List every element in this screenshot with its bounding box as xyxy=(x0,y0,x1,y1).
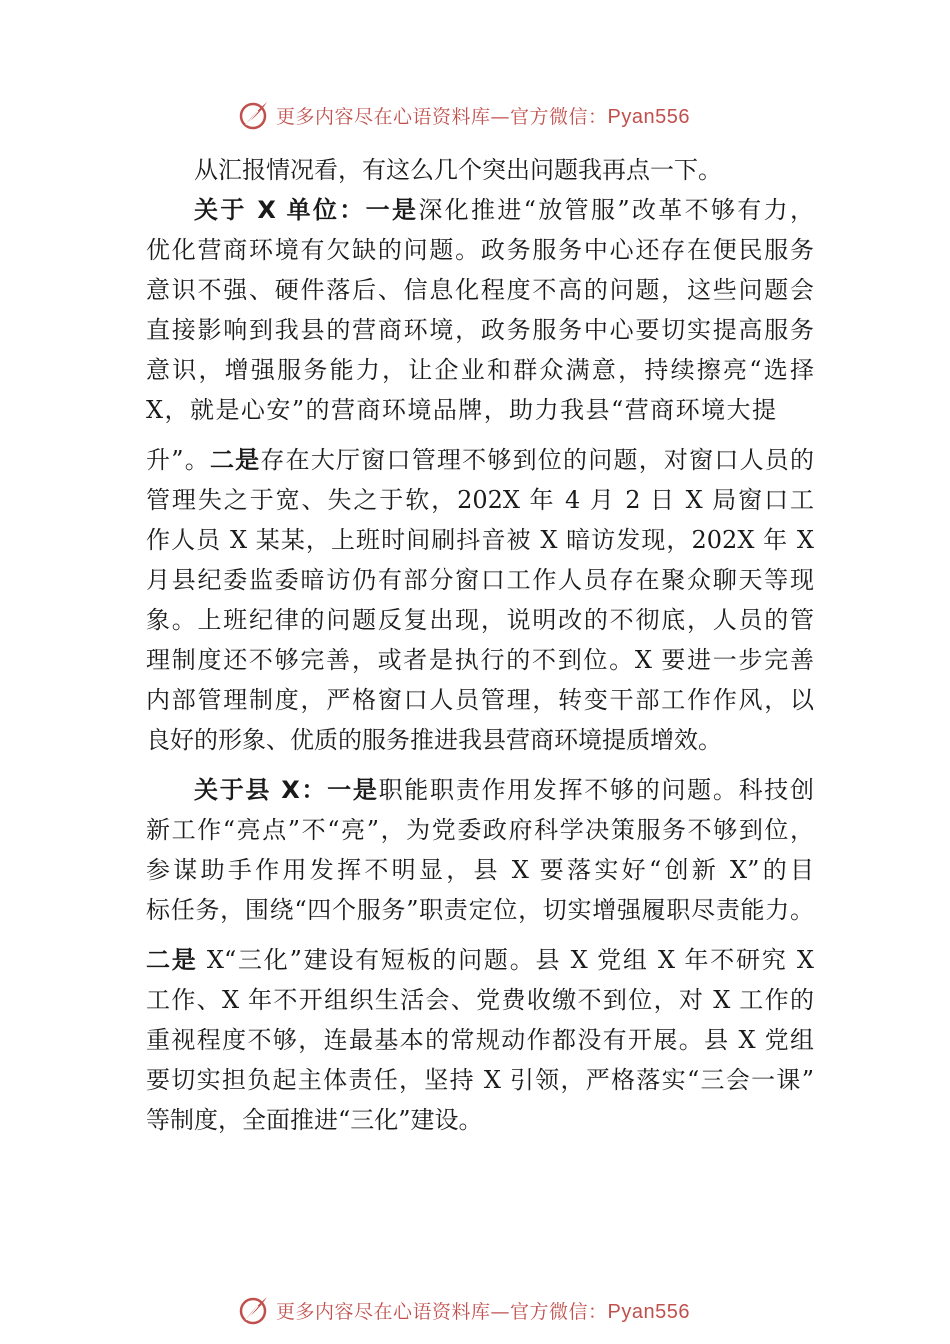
point-marker: 一是 xyxy=(365,196,419,224)
section-heading: 关于县 X： xyxy=(194,776,328,804)
point-marker: 二是 xyxy=(209,446,261,474)
watermark-text: 更多内容尽在心语资料库—官方微信：Pyan556 xyxy=(276,105,690,128)
footer-watermark-banner xyxy=(238,1293,690,1327)
paragraph-line: 工作、X 年不开组织生活会、党费收缴不到位，对 X 工作的 xyxy=(146,986,814,1014)
paragraph-line: 重视程度不够，连最基本的常规动作都没有开展。县 X 党组 xyxy=(146,1026,814,1054)
paragraph-line: 意识，增强服务能力，让企业和群众满意，持续擦亮“选择 xyxy=(146,356,814,384)
paragraph-line: 标任务，围绕“四个服务”职责定位，切实增强履职尽责能力。 xyxy=(146,896,814,924)
document-body xyxy=(146,150,814,1140)
paragraph-line: 作人员 X 某某，上班时间刷抖音被 X 暗访发现，202X 年 X xyxy=(146,526,814,554)
paragraph-line: 管理失之于宽、失之于软，202X 年 4 月 2 日 X 局窗口工 xyxy=(146,486,814,514)
paragraph-line: 月县纪委监委暗访仍有部分窗口工作人员存在聚众聊天等现 xyxy=(146,566,814,594)
paragraph-line: 新工作“亮点”不“亮”，为党委政府科学决策服务不够到位， xyxy=(146,816,814,844)
paragraph-line: 等制度，全面推进“三化”建设。 xyxy=(146,1106,483,1134)
quill-logo-icon xyxy=(238,1294,270,1326)
header-watermark-banner xyxy=(238,98,690,132)
paragraph-line: 要切实担负起主体责任，坚持 X 引领，严格落实“三会一课” xyxy=(146,1066,814,1094)
point-marker: 一是 xyxy=(327,776,379,804)
paragraph-line: 参谋助手作用发挥不明显，县 X 要落实好“创新 X”的目 xyxy=(146,856,814,884)
paragraph-line: 理制度还不够完善，或者是执行的不到位。X 要进一步完善 xyxy=(146,646,814,674)
paragraph-line: 关于 X 单位：一是深化推进“放管服”改革不够有力， xyxy=(194,196,814,224)
section-heading: 关于 X 单位： xyxy=(194,196,366,224)
paragraph-line: 关于县 X：一是职能职责作用发挥不够的问题。科技创 xyxy=(194,776,815,804)
paragraph-line: 内部管理制度，严格窗口人员管理，转变干部工作作风，以 xyxy=(146,686,814,714)
paragraph-line: 意识不强、硬件落后、信息化程度不高的问题，这些问题会 xyxy=(146,276,814,304)
paragraph-line: 二是 X“三化”建设有短板的问题。县 X 党组 X 年不研究 X xyxy=(146,946,815,974)
paragraph-line: 升”。二是存在大厅窗口管理不够到位的问题，对窗口人员的 xyxy=(146,446,815,474)
paragraph-line: 直接影响到我县的营商环境，政务服务中心要切实提高服务 xyxy=(146,316,814,344)
watermark-text: 更多内容尽在心语资料库—官方微信：Pyan556 xyxy=(276,1300,690,1323)
point-marker: 二是 xyxy=(146,946,198,974)
paragraph-line: 良好的形象、优质的服务推进我县营商环境提质增效。 xyxy=(146,726,722,754)
paragraph-line: 优化营商环境有欠缺的问题。政务服务中心还存在便民服务 xyxy=(146,236,814,264)
paragraph-line: 从汇报情况看，有这么几个突出问题我再点一下。 xyxy=(194,156,722,184)
paragraph-line: X，就是心安”的营商环境品牌，助力我县“营商环境大提 xyxy=(146,396,776,424)
quill-logo-icon xyxy=(238,99,270,131)
paragraph-line: 象。上班纪律的问题反复出现，说明改的不彻底，人员的管 xyxy=(146,606,814,634)
